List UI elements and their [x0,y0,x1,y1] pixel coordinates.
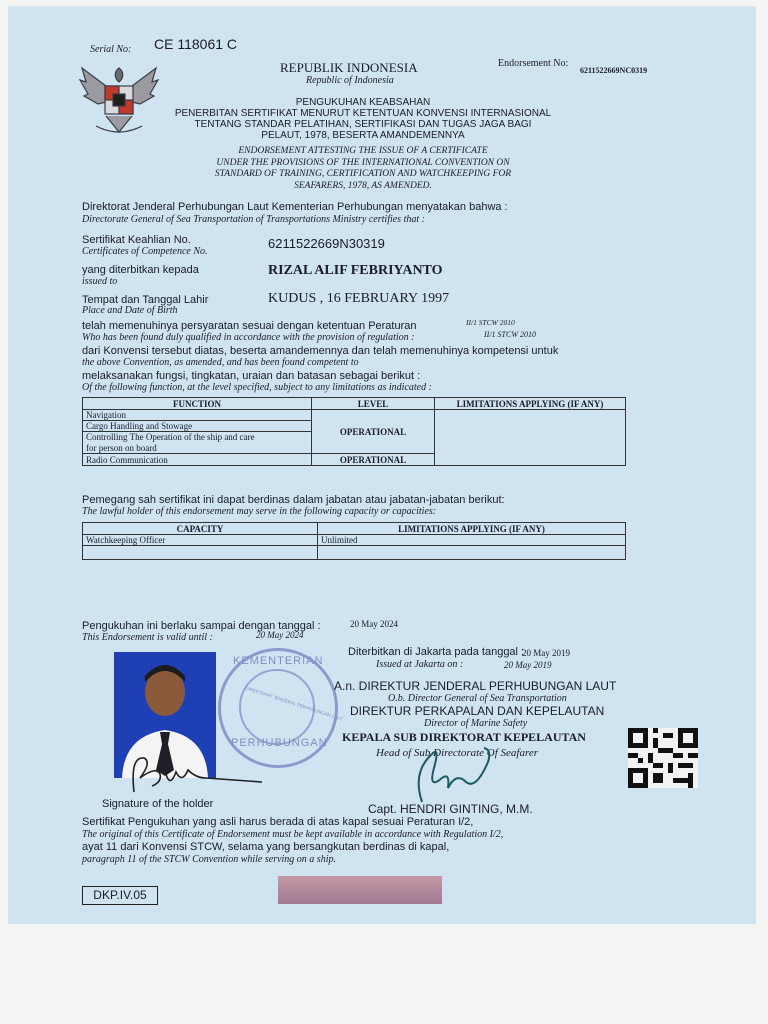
footer-line2: The original of this Certificate of Endorsement must be kept available in accordance with Regulation I/2, [82,829,504,840]
head-subdirectorate-en: Head of Sub Directorate Of Seafarer [376,747,539,759]
head-subdirectorate: KEPALA SUB DIREKTORAT KEPELAUTAN [342,730,586,744]
footer-line1: Sertifikat Pengukuhan yang asli harus berada di atas kapal sesuai Peraturan I/2, [82,816,474,828]
en-heading-line: STANDARD OF TRAINING, CERTIFICATION AND WATCHKEEPING FOR [214,169,512,179]
signer-name: Capt. HENDRI GINTING, M.M. [368,802,533,816]
footer-line3: ayat 11 dari Konvensi STCW, selama yang bersangkutan berdinas di kapal, [82,841,450,853]
republic-subtitle: Republic of Indonesia [306,75,394,86]
table-header: LIMITATIONS APPLYING (IF ANY) [318,523,626,535]
id-heading-line: PELAUT, 1978, BESERTA AMANDEMENNYA [261,130,465,141]
issued-id: Diterbitkan di Jakarta pada tanggal : [348,646,525,658]
form-code: DKP.IV.05 [82,886,158,905]
capacity-intro-id: Pemegang sah sertifikat ini dapat berdinas dalam jabatan atau jabatan-jabatan berikut: [82,494,505,506]
id-heading-line: PENERBITAN SERTIFIKAT MENURUT KETENTUAN KONVENSI INTERNASIONAL [174,108,552,119]
id-heading-line: PENGUKUHAN KEABSAHAN [295,97,431,108]
table-header: CAPACITY [83,523,318,535]
cert-label-id: Sertifikat Keahlian No. [82,234,191,246]
level-cell: OPERATIONAL [312,454,435,466]
ob-director-general: O.b. Director General of Sea Transportation [388,693,567,704]
official-signature-mark-icon [392,732,512,812]
empty-cell [318,546,626,560]
issued-en: Issued at Jakarta on : [376,659,464,670]
issued-id-date: 20 May 2019 [522,648,570,658]
regulation-en: II/1 STCW 2010 [484,330,536,339]
stamp-bottom-text: PERHUBUNGAN [231,737,328,749]
table-row: for person on board [83,443,312,454]
holder-name: RIZAL ALIF FEBRIYANTO [268,263,443,278]
level-cell: OPERATIONAL [312,410,435,454]
an-director-general: A.n. DIREKTUR JENDERAL PERHUBUNGAN LAUT [334,679,617,693]
limitations-cell [435,410,626,466]
cert-label-en: Certificates of Competence No. [82,246,208,257]
qualification-line2-en: the above Convention, as amended, and has been found competent to [82,357,359,368]
table-row: Controlling The Operation of the ship and care [83,432,312,443]
issued-en-date: 20 May 2019 [504,660,552,670]
issued-label-en: issued to [82,276,118,287]
validity-id: Pengukuhan ini berlaku sampai dengan tanggal : [82,620,321,632]
director-title-en: Director of Marine Safety [424,718,528,729]
endorsement-number: 6211522669NC0319 [580,66,648,75]
qualification-line1-id: telah memenuhinya persyaratan sesuai dengan ketentuan Peraturan [82,320,417,332]
qualification-line2-id: dari Konvensi tersebut diatas, beserta amandemennya dan telah memenuhinya kompetensi untuk [82,345,559,357]
capacity-limitation-cell: Unlimited [318,535,626,546]
serial-number: CE 118061 C [154,36,238,52]
capacity-table [82,522,626,560]
qualification-line1-en: Who has been found duly qualified in accordance with the provision of regulation : [82,332,415,343]
en-heading [158,146,568,192]
directorate-id: Direktorat Jenderal Perhubungan Laut Kementerian Perhubungan menyatakan bahwa : [82,201,508,213]
en-heading-line: SEAFARERS, 1978, AS AMENDED. [294,180,432,191]
birth-value: KUDUS , 16 FEBRUARY 1997 [268,291,450,306]
serial-label: Serial No: [90,44,132,55]
functions-table [82,397,626,466]
footer-line4: paragraph 11 of the STCW Convention while serving on a ship. [82,854,336,865]
en-heading-line: UNDER THE PROVISIONS OF THE INTERNATIONAL CONVENTION ON [216,157,510,168]
validity-en: This Endorsement is valid until : [82,632,213,643]
capacity-intro-en: The lawful holder of this endorsement may serve in the following capacity or capacities: [82,506,437,517]
stamp-inner-text: DIREKTORAT JENDERAL PERHUBUNGAN LAUT [244,685,344,722]
cert-number: 6211522669N30319 [268,236,385,251]
table-header: FUNCTION [83,398,312,410]
empty-cell [83,546,318,560]
birth-label-id: Tempat dan Tanggal Lahir [82,294,209,306]
validity-id-date: 20 May 2024 [350,619,398,629]
security-strip [278,876,442,904]
table-header: LEVEL [312,398,435,410]
en-heading-line: ENDORSEMENT ATTESTING THE ISSUE OF A CERTIFICATE [238,146,488,156]
birth-label-en: Place and Date of Birth [82,305,178,316]
table-header: LIMITATIONS APPLYING (IF ANY) [435,398,626,410]
republic-title: REPUBLIK INDONESIA [280,60,418,75]
regulation-id: II/1 STCW 2010 [466,318,515,327]
directorate-en: Directorate General of Sea Transportation of Transportations Ministry certifies that : [82,214,425,225]
qualification-line3-id: melaksanakan fungsi, tingkatan, uraian dan batasan sebagai berikut : [82,370,421,382]
holder-signature-label: Signature of the holder [102,798,214,810]
endorsement-label: Endorsement No: [498,58,569,69]
validity-en-date: 20 May 2024 [256,630,304,640]
garuda-emblem-icon [76,58,162,140]
issued-label-id: yang diterbitkan kepada [82,264,199,276]
table-row: Radio Communication [83,454,312,466]
director-title: DIREKTUR PERKAPALAN DAN KEPELAUTAN [350,704,605,718]
table-row: Navigation [83,410,312,421]
id-heading [158,97,568,141]
id-heading-line: TENTANG STANDAR PELATIHAN, SERTIFIKASI DAN TUGAS JAGA BAGI [194,119,532,130]
holder-signature-mark-icon [122,748,270,802]
qualification-line3-en: Of the following function, at the level specified, subject to any limitations as indicated : [82,382,432,393]
qr-code-icon [628,728,698,788]
stamp-top-text: KEMENTERIAN [233,655,324,667]
capacity-cell: Watchkeeping Officer [83,535,318,546]
table-row: Cargo Handling and Stowage [83,421,312,432]
